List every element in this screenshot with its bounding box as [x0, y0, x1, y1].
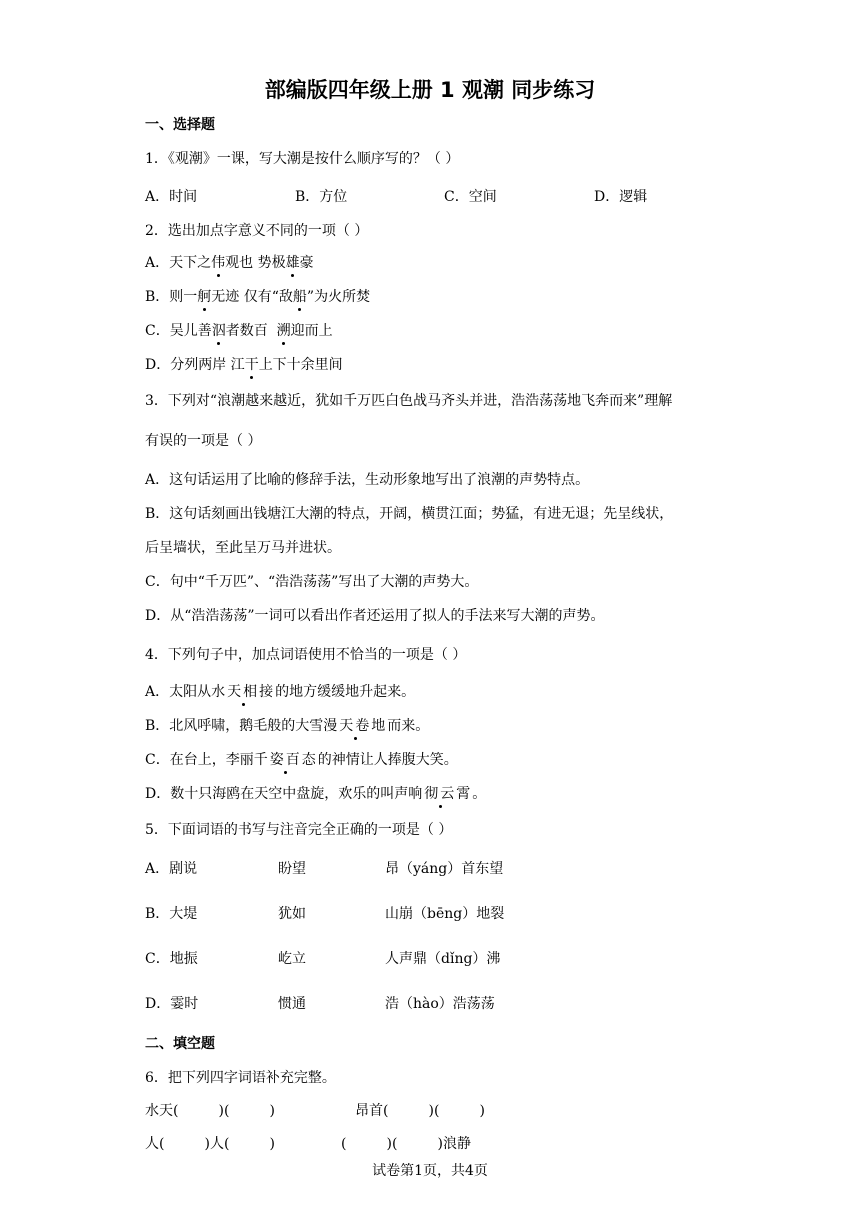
- q3-option-c: C．句中“千万匹”、“浩浩荡荡”写出了大潮的声势大。: [145, 574, 479, 590]
- q5-row-d-word2: 惯通: [278, 996, 306, 1012]
- q5-row-d-word1: D．霎时: [145, 996, 199, 1012]
- q2-stem: 2．选出加点字意义不同的一项（ ）: [145, 223, 369, 239]
- dotted-word: 水天相接: [211, 681, 275, 701]
- q1-option-a: A．时间: [145, 189, 198, 205]
- dotted-word: 响彻云霄: [408, 783, 472, 803]
- q1-option-c: C．空间: [444, 189, 497, 205]
- q6-blank-1: 水天( )( ): [145, 1103, 275, 1119]
- q2-option-b: B．则一舸无迹 仅有“敌船”为火所焚: [145, 286, 370, 306]
- q4-stem: 4．下列句子中，加点词语使用不恰当的一项是（ ）: [145, 647, 467, 663]
- q5-row-a-word1: A．剧说: [145, 861, 198, 877]
- q2-option-d: D．分列两岸 江干上下十余里间: [145, 354, 343, 374]
- q4-option-c: C．在台上，李丽千姿百态的神情让人捧腹大笑。: [145, 749, 458, 769]
- dotted-char: 船: [293, 286, 307, 306]
- q5-row-d-word3: 浩（hào）浩荡荡: [385, 996, 495, 1012]
- section-heading-fill: 二、填空题: [145, 1036, 215, 1052]
- dotted-char: 溯: [277, 320, 291, 340]
- dotted-char: 干: [245, 354, 259, 374]
- q5-row-c-word3: 人声鼎（dǐng）沸: [385, 951, 501, 967]
- q5-row-a-word3: 昂（yáng）首东望: [385, 861, 504, 877]
- q3-stem-line2: 有误的一项是（ ）: [145, 433, 262, 449]
- q2-option-c: C．吴儿善泅者数百 溯迎而上: [145, 320, 333, 340]
- q3-option-a: A．这句话运用了比喻的修辞手法，生动形象地写出了浪潮的声势特点。: [145, 472, 590, 488]
- q5-row-b-word1: B．大堤: [145, 906, 198, 922]
- q6-blank-2: 昂首( )( ): [355, 1103, 485, 1119]
- q4-option-b: B．北风呼啸，鹅毛般的大雪漫天卷地而来。: [145, 715, 429, 735]
- q1-option-b: B．方位: [295, 189, 348, 205]
- q5-stem: 5．下面词语的书写与注音完全正确的一项是（ ）: [145, 822, 453, 838]
- page-footer: 试卷第1页，共4页: [372, 1163, 488, 1179]
- q6-blank-4: ( )( )浪静: [341, 1136, 471, 1152]
- dotted-word: 漫天卷地: [323, 715, 387, 735]
- q3-stem-line1: 3．下列对“浪潮越来越近，犹如千万匹白色战马齐头并进，浩浩荡荡地飞奔而来”理解: [145, 393, 673, 409]
- q5-row-b-word3: 山崩（bēng）地裂: [385, 906, 505, 922]
- q6-blank-3: 人( )人( ): [145, 1136, 275, 1152]
- dotted-char: 舸: [197, 286, 211, 306]
- page-title: 部编版四年级上册 1 观潮 同步练习: [264, 78, 596, 102]
- q5-row-b-word2: 犹如: [278, 906, 306, 922]
- q5-row-c-word1: C．地振: [145, 951, 198, 967]
- q6-stem: 6．把下列四字词语补充完整。: [145, 1070, 336, 1086]
- q1-option-d: D．逻辑: [594, 189, 648, 205]
- q4-option-d: D．数十只海鸥在天空中盘旋，欢乐的叫声响彻云霄。: [145, 783, 486, 803]
- q5-row-c-word2: 屹立: [278, 951, 306, 967]
- section-heading-choice: 一、选择题: [145, 117, 215, 133]
- dotted-char: 泅: [212, 320, 226, 340]
- q4-option-a: A．太阳从水天相接的地方缓缓地升起来。: [145, 681, 415, 701]
- dotted-word: 千姿百态: [254, 749, 318, 769]
- dotted-char: 雄: [286, 252, 300, 272]
- q1-stem: 1．《观潮》一课，写大潮是按什么顺序写的？（ ）: [145, 151, 460, 167]
- q3-option-d: D．从“浩浩荡荡”一词可以看出作者还运用了拟人的手法来写大潮的声势。: [145, 608, 605, 624]
- q3-option-b-line2: 后呈墙状，至此呈万马并进状。: [145, 540, 341, 556]
- q2-option-a: A．天下之伟观也 势极雄豪: [145, 252, 314, 272]
- q3-option-b-line1: B．这句话刻画出钱塘江大潮的特点，开阔，横贯江面；势猛，有进无退；先呈线状，: [145, 506, 674, 522]
- q5-row-a-word2: 盼望: [278, 861, 306, 877]
- dotted-char: 伟: [211, 252, 225, 272]
